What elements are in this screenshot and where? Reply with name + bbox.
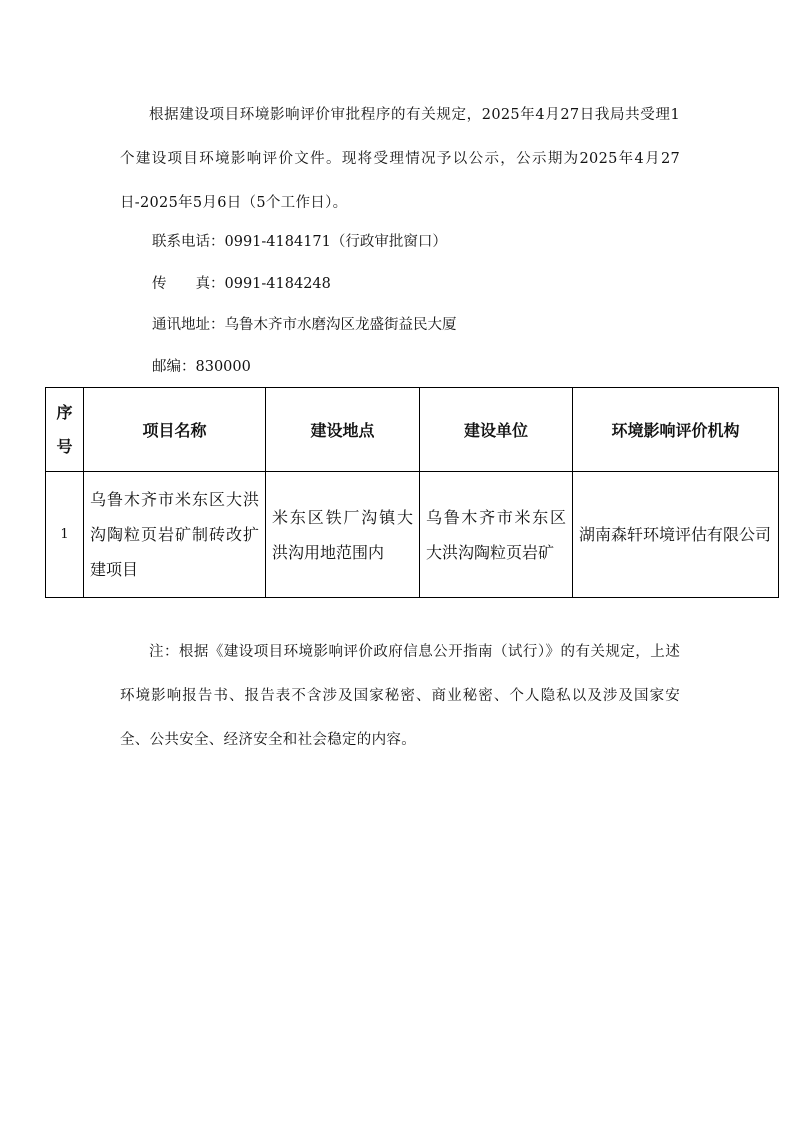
cell-seq: 1: [46, 472, 84, 598]
table-row: [46, 472, 779, 598]
cell-project-name: 乌鲁木齐市米东区大洪沟陶粒页岩矿制砖改扩建项目: [84, 472, 266, 598]
contact-phone: 联系电话：0991-4184171（行政审批窗口）: [152, 234, 447, 250]
contact-address: 通讯地址：乌鲁木齐市水磨沟区龙盛街益民大厦: [152, 317, 457, 333]
cell-agency: 湖南森轩环境评估有限公司: [573, 472, 779, 598]
note-paragraph: 注：根据《建设项目环境影响评价政府信息公开指南（试行）》的有关规定，上述环境影响报告书、报告表不含涉及国家秘密、商业秘密、个人隐私以及涉及国家安全、公共安全、经济安全和社会稳定的内容。: [120, 644, 680, 748]
cell-location: 米东区铁厂沟镇大洪沟用地范围内: [266, 472, 420, 598]
header-unit: 建设单位: [420, 388, 573, 472]
cell-unit: 乌鲁木齐市米东区大洪沟陶粒页岩矿: [420, 472, 573, 598]
header-project-name: 项目名称: [84, 388, 266, 472]
contact-postcode: 邮编：830000: [152, 359, 251, 375]
header-agency: 环境影响评价机构: [573, 388, 779, 472]
table-header-row: [46, 388, 779, 472]
project-table: [45, 387, 779, 598]
intro-paragraph: 根据建设项目环境影响评价审批程序的有关规定，2025年4月27日我局共受理1个建设项目环境影响评价文件。现将受理情况予以公示，公示期为2025年4月27日-2025年5月6日（5个工作日）。: [120, 107, 680, 211]
header-seq: 序号: [46, 388, 84, 472]
header-location: 建设地点: [266, 388, 420, 472]
contact-fax: 传 真：0991-4184248: [152, 276, 331, 292]
